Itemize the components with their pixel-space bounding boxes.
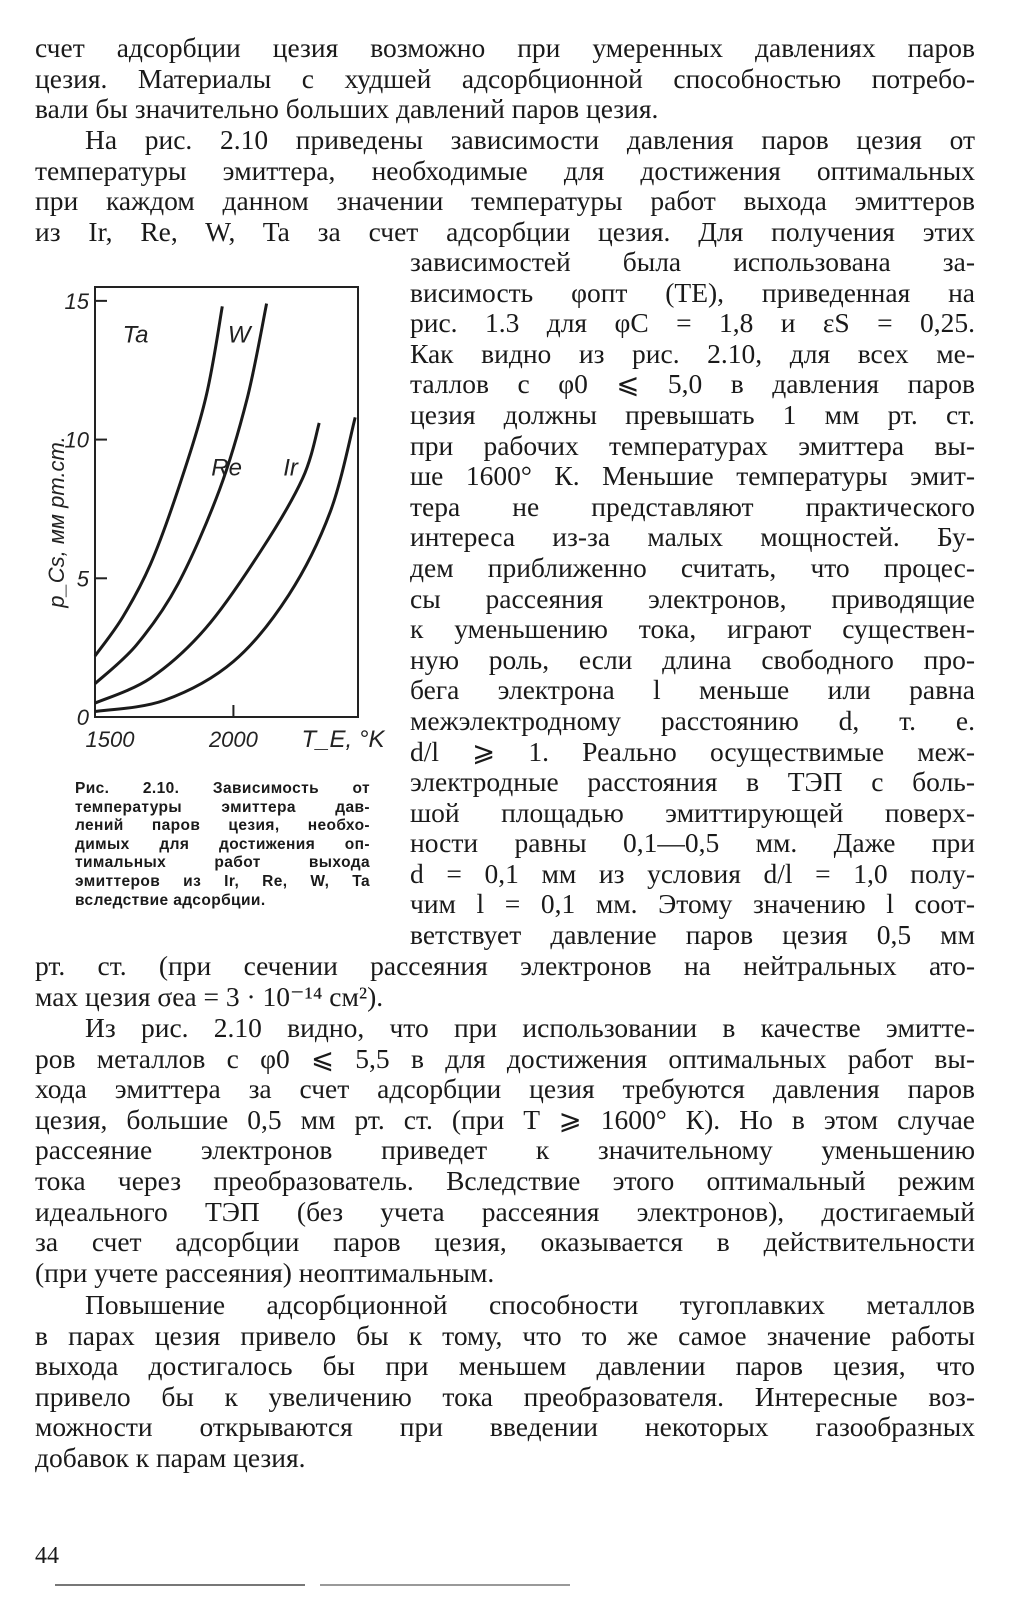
- series-label-re: Re: [211, 454, 242, 482]
- text-line: (при учете рассеяния) неоптимальным.: [35, 1256, 495, 1288]
- text-line: при рабочих температурах эмиттера вы-: [410, 429, 975, 461]
- caption-line: тимальных работ выхода: [75, 854, 370, 872]
- paragraph-top: [35, 33, 975, 125]
- text-line: межэлектродному расстоянию d, т. е.: [410, 704, 975, 736]
- y-tick-label: 10: [64, 427, 89, 453]
- text-line: d/l ⩾ 1. Реально осуществимые меж-: [410, 735, 975, 767]
- text-line: хода эмиттера за счет адсорбции цезия требуются давления паров: [35, 1073, 975, 1105]
- text-line: Повышение адсорбционной способности тугоплавких металлов: [85, 1289, 975, 1320]
- caption-line: лений паров цезия, необхо-: [75, 817, 370, 835]
- x-axis-label: T_E, °K: [301, 726, 385, 753]
- text-line: из Ir, Re, W, Ta за счет адсорбции цезия. Для получения этих: [35, 215, 975, 247]
- caption-line: эмиттеров из Ir, Re, W, Ta: [75, 872, 370, 890]
- paragraph-2-full-width: [35, 125, 975, 247]
- text-line: привело бы к увеличению тока преобразователя. Интересные воз-: [35, 1380, 975, 1412]
- text-line: электродные расстояния в ТЭП с боль-: [410, 766, 975, 798]
- text-line: ше 1600° К. Меньшие температуры эмит-: [410, 460, 975, 492]
- paragraph-2-column: [410, 247, 975, 951]
- text-line: рис. 1.3 для φC = 1,8 и εS = 0,25.: [410, 307, 975, 339]
- text-line: d = 0,1 мм из условия d/l = 1,0 полу-: [410, 857, 975, 889]
- text-line: рт. ст. (при сечении рассеяния электронов на нейтральных ато-: [35, 950, 975, 981]
- text-line: выхода достигалось бы при меньшем давлении паров цезия, что: [35, 1350, 975, 1382]
- caption-line: димых для достижения оп-: [75, 835, 370, 853]
- text-line: шой площадью эмиттирующей поверх-: [410, 796, 975, 828]
- figure-2-10-chart: [40, 262, 390, 782]
- text-line: мах цезия σea = 3 · 10⁻¹⁴ см²).: [35, 980, 384, 1012]
- text-line: добавок к парам цезия.: [35, 1441, 306, 1473]
- text-line: зависимостей была использована за-: [410, 246, 975, 277]
- text-line: можности открываются при введении некоторых газообразных: [35, 1411, 975, 1443]
- plot-frame: [95, 287, 358, 717]
- text-line: висимость φопт (TE), приведенная на: [410, 276, 975, 308]
- y-tick-label: 0: [76, 705, 89, 730]
- text-line: тока через преобразователь. Вследствие этого оптимальный режим: [35, 1164, 975, 1196]
- text-line: сы рассеяния электронов, приводящие: [410, 582, 975, 614]
- page-number: 44: [35, 1543, 59, 1569]
- figure-caption: [75, 780, 370, 910]
- x-tick-label: 1500: [85, 727, 135, 752]
- text-line: цезия должны превышать 1 мм рт. ст.: [410, 398, 975, 430]
- text-line: счет адсорбции цезия возможно при умеренных давлениях паров: [35, 32, 975, 63]
- text-line: ветствует давление паров цезия 0,5 мм: [410, 919, 975, 951]
- text-line: ров металлов с φ0 ⩽ 5,5 в для достижения оптимальных работ вы-: [35, 1042, 975, 1074]
- text-line: температуры эмиттера, необходимые для достижения оптимальных: [35, 154, 975, 186]
- text-line: цезия. Материалы с худшей адсорбционной способностью потребо-: [35, 62, 975, 94]
- series-label-ta: Ta: [122, 321, 149, 349]
- caption-line: Рис. 2.10. Зависимость от: [75, 780, 370, 797]
- text-line: На рис. 2.10 приведены зависимости давления паров цезия от: [85, 124, 975, 155]
- y-tick-label: 15: [64, 288, 89, 314]
- x-tick-label: 2000: [208, 727, 258, 752]
- paragraph-4: [35, 1290, 975, 1474]
- text-line: рассеяние электронов приведет к значительному уменьшению: [35, 1134, 975, 1166]
- y-axis-label: p_Cs, мм рт.ст.: [44, 436, 69, 608]
- y-tick-label: 5: [76, 566, 89, 592]
- text-line: дем приближенно считать, что процес-: [410, 551, 975, 583]
- paragraph-3: [35, 1013, 975, 1288]
- text-line: бега электрона l меньше или равна: [410, 674, 975, 706]
- text-line: в парах цезия привело бы к тому, что то же самое значение работы: [35, 1319, 975, 1351]
- text-line: цезия, большие 0,5 мм рт. ст. (при T ⩾ 1600° К). Но в этом случае: [35, 1103, 975, 1135]
- text-line: к уменьшению тока, играют существен-: [410, 613, 975, 645]
- series-label-ir: Ir: [283, 454, 298, 482]
- text-line: за счет адсорбции паров цезия, оказывается в действительности: [35, 1226, 975, 1258]
- caption-line: вследствие адсорбции.: [75, 891, 266, 909]
- text-line: тера не представляют практического: [410, 490, 975, 522]
- text-line: ности равны 0,1—0,5 мм. Даже при: [410, 827, 975, 859]
- text-line: вали бы значительно больших давлений паров цезия.: [35, 93, 659, 125]
- text-line: Из рис. 2.10 видно, что при использовании в качестве эмитте-: [85, 1012, 975, 1043]
- series-label-w: W: [227, 321, 251, 349]
- scan-edge-line: [320, 1584, 570, 1586]
- series-line-ta: [95, 306, 222, 656]
- text-line: таллов с φ0 ⩽ 5,0 в давления паров: [410, 368, 975, 400]
- text-line: идеального ТЭП (без учета рассеяния электронов), достигаемый: [35, 1195, 975, 1227]
- paragraph-2-tail: [35, 951, 975, 1012]
- text-line: Как видно из рис. 2.10, для всех ме-: [410, 337, 975, 369]
- text-line: ную роль, если длина свободного про-: [410, 643, 975, 675]
- series-line-w: [95, 304, 267, 684]
- scan-edge-line: [55, 1584, 305, 1586]
- text-line: при каждом данном значении температуры работ выхода эмиттеров: [35, 185, 975, 217]
- text-line: интереса из-за малых мощностей. Бу-: [410, 521, 975, 553]
- text-line: чим l = 0,1 мм. Этому значению l соот-: [410, 888, 975, 920]
- caption-line: температуры эмиттера дав-: [75, 798, 370, 816]
